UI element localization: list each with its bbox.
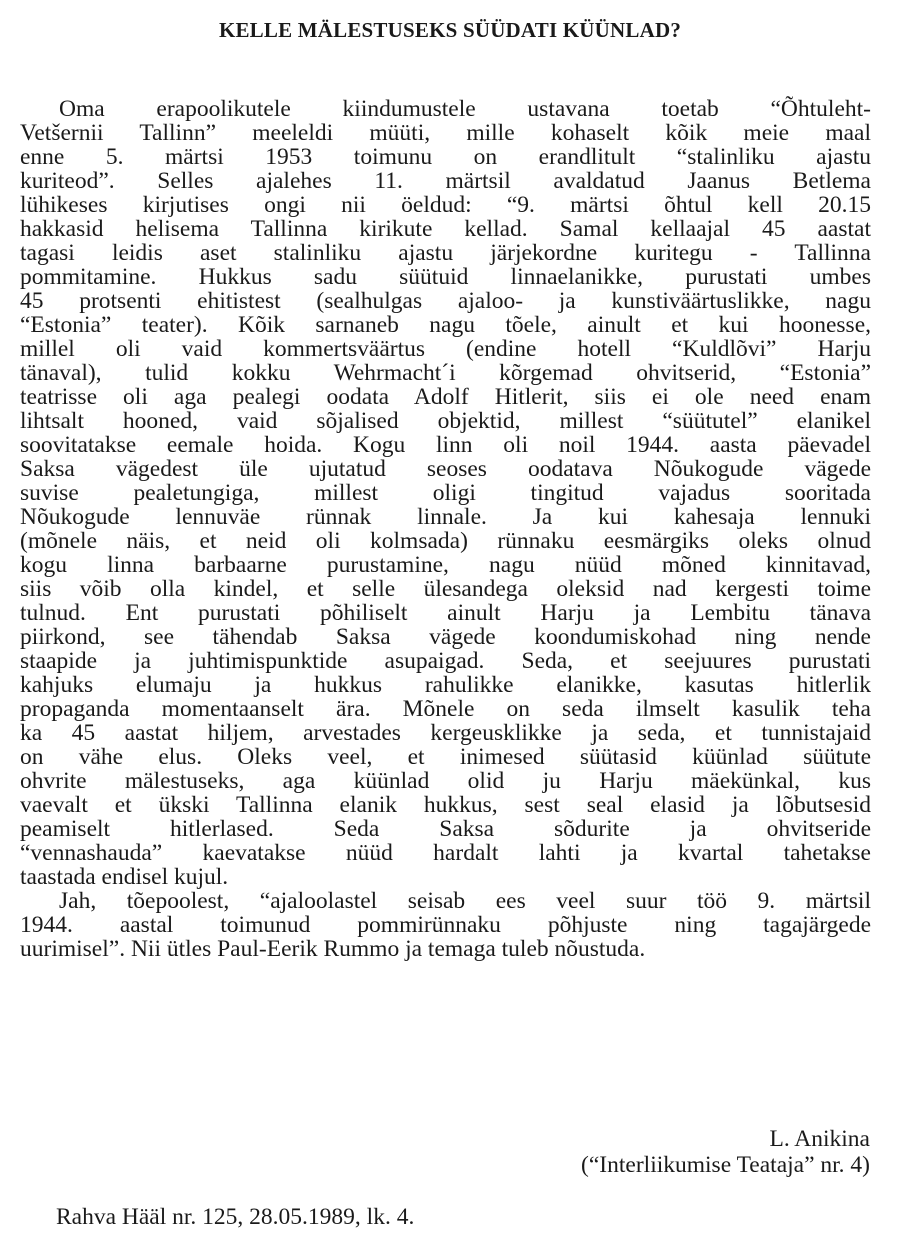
text-line-content: lühikeses kirjutises ongi nii öeldud: “9. märtsi õhtul kell 20.15 <box>20 192 871 218</box>
text-line <box>20 721 871 745</box>
text-line <box>20 625 871 649</box>
publication-reference: (“Interliikumise Teataja” nr. 4) <box>581 1152 870 1178</box>
text-line <box>20 865 871 889</box>
text-line <box>20 121 871 145</box>
text-line-content: 1944. aastal toimunud pommirünnaku põhjuste ning tagajärgede <box>20 912 871 938</box>
text-line <box>20 217 871 241</box>
text-line <box>20 169 871 193</box>
text-line <box>20 481 871 505</box>
text-line-content: uurimisel”. Nii ütles Paul-Eerik Rummo ja temaga tuleb nõustuda. <box>20 936 646 962</box>
text-line-content: tulnud. Ent purustati põhiliselt ainult Harju ja Lembitu tänava <box>20 600 871 626</box>
text-line <box>20 409 871 433</box>
text-line-content: (mõnele näis, et neid oli kolmsada) rünnaku eesmärgiks oleks olnud <box>20 528 871 554</box>
text-line-content: staapide ja juhtimispunktide asupaigad. Seda, et seejuures purustati <box>20 648 871 674</box>
author-signature: L. Anikina <box>769 1126 870 1152</box>
text-line-content: propaganda momentaanselt ära. Mõnele on seda ilmselt kasulik teha <box>20 696 871 722</box>
text-line-content: peamiselt hitlerlased. Seda Saksa sõdurite ja ohvitseride <box>20 816 871 842</box>
text-line-content: ka 45 aastat hiljem, arvestades kergeusklikke ja seda, et tunnistajaid <box>20 720 871 746</box>
text-line-content: lihtsalt hooned, vaid sõjalised objektid, millest “süütutel” elanikel <box>20 408 871 434</box>
text-line-content: siis võib olla kindel, et selle ülesandega oleksid nad kergesti toime <box>20 576 871 602</box>
text-line <box>20 265 871 289</box>
text-line-content: tagasi leidis aset stalinliku ajastu järjekordne kuritegu - Tallinna <box>20 240 871 266</box>
text-line <box>20 577 871 601</box>
text-line-content: Oma erapoolikutele kiindumustele ustavana toetab “Õhtuleht- <box>59 96 871 122</box>
text-line <box>20 649 871 673</box>
text-line <box>20 913 871 937</box>
text-line <box>20 145 871 169</box>
text-line-content: teatrisse oli aga pealegi oodata Adolf Hitlerit, siis ei ole need enam <box>20 384 871 410</box>
text-line <box>20 745 871 769</box>
text-line-content: taastada endisel kujul. <box>20 864 229 890</box>
text-line-content: millel oli vaid kommertsväärtus (endine hotell “Kuldlõvi” Harju <box>20 336 871 362</box>
paragraph <box>20 889 871 961</box>
text-line-content: suvise pealetungiga, millest oligi tingitud vajadus sooritada <box>20 480 871 506</box>
text-line <box>20 193 871 217</box>
text-line <box>20 697 871 721</box>
text-line-content: kuriteod”. Selles ajalehes 11. märtsil avaldatud Jaanus Betlema <box>20 168 871 194</box>
text-line <box>20 433 871 457</box>
text-line <box>20 505 871 529</box>
text-line <box>20 289 871 313</box>
text-line-content: on vähe elus. Oleks veel, et inimesed süütasid küünlad süütute <box>20 744 871 770</box>
text-line-content: soovitatakse eemale hoida. Kogu linn oli noil 1944. aasta päevadel <box>20 432 871 458</box>
text-line <box>20 457 871 481</box>
paragraph <box>20 97 871 889</box>
text-line <box>20 529 871 553</box>
text-line-content: 45 protsenti ehitistest (sealhulgas ajaloo- ja kunstiväärtuslikke, nagu <box>20 288 871 314</box>
text-line-content: “vennashauda” kaevatakse nüüd hardalt lahti ja kvartal tahetakse <box>20 840 871 866</box>
text-line <box>20 673 871 697</box>
text-line <box>20 769 871 793</box>
article-body <box>20 97 871 961</box>
source-citation: Rahva Hääl nr. 125, 28.05.1989, lk. 4. <box>56 1204 415 1230</box>
text-line <box>20 889 871 913</box>
text-line-content: tänaval), tulid kokku Wehrmacht´i kõrgemad ohvitserid, “Estonia” <box>20 360 871 386</box>
text-line-content: Vetšernii Tallinn” meeleldi müüti, mille kohaselt kõik meie maal <box>20 120 871 146</box>
text-line <box>20 337 871 361</box>
text-line <box>20 361 871 385</box>
text-line-content: Nõukogude lennuväe rünnak linnale. Ja kui kahesaja lennuki <box>20 504 871 530</box>
text-line <box>20 385 871 409</box>
text-line <box>20 97 871 121</box>
article-title: KELLE MÄLESTUSEKS SÜÜDATI KÜÜNLAD? <box>218 18 682 42</box>
text-line <box>20 817 871 841</box>
text-line-content: ohvrite mälestuseks, aga küünlad olid ju Harju mäekünkal, kus <box>20 768 871 794</box>
text-line-content: hakkasid helisema Tallinna kirikute kellad. Samal kellaajal 45 aastat <box>20 216 871 242</box>
text-line-content: piirkond, see tähendab Saksa vägede koondumiskohad ning nende <box>20 624 871 650</box>
text-line-content: kogu linna barbaarne purustamine, nagu nüüd mõned kinnitavad, <box>20 552 871 578</box>
text-line <box>20 313 871 337</box>
text-line-content: enne 5. märtsi 1953 toimunu on erandlitult “stalinliku ajastu <box>20 144 871 170</box>
text-line <box>20 553 871 577</box>
text-line-content: pommitamine. Hukkus sadu süütuid linnaelanikke, purustati umbes <box>20 264 871 290</box>
text-line-content: Saksa vägedest üle ujutatud seoses oodatava Nõukogude vägede <box>20 456 871 482</box>
text-line <box>20 241 871 265</box>
text-line-content: kahjuks elumaju ja hukkus rahulikke elanikke, kasutas hitlerlik <box>20 672 871 698</box>
text-line <box>20 937 871 961</box>
text-line <box>20 841 871 865</box>
text-line-content: Jah, tõepoolest, “ajaloolastel seisab ees veel suur töö 9. märtsil <box>59 888 871 914</box>
text-line-content: “Estonia” teater). Kõik sarnaneb nagu tõele, ainult et kui hoonesse, <box>20 312 871 338</box>
text-line-content: vaevalt et ükski Tallinna elanik hukkus, sest seal elasid ja lõbutsesid <box>20 792 871 818</box>
text-line <box>20 793 871 817</box>
text-line <box>20 601 871 625</box>
